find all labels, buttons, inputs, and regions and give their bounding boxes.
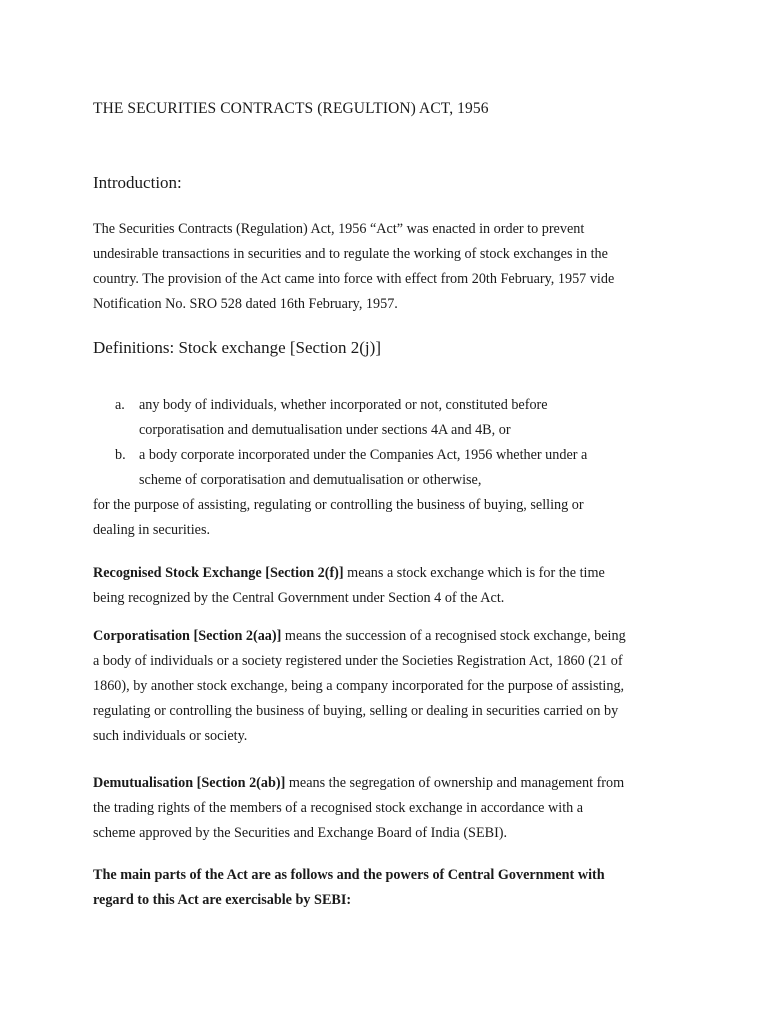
paragraph-line: regard to this Act are exercisable by SEBI: — [93, 892, 352, 908]
list-marker: b. — [115, 447, 126, 463]
introduction-heading: Introduction: — [93, 173, 182, 192]
definitions-purpose-paragraph — [93, 493, 683, 543]
recognised-stock-exchange-paragraph — [93, 561, 683, 611]
definitions-heading: Definitions: Stock exchange [Section 2(j)] — [93, 338, 381, 357]
paragraph-line: Notification No. SRO 528 dated 16th February, 1957. — [93, 296, 398, 312]
list-item-line: scheme of corporatisation and demutualisation or otherwise, — [139, 472, 482, 488]
list-marker: a. — [115, 397, 125, 413]
paragraph-line: dealing in securities. — [93, 522, 211, 538]
paragraph-line: for the purpose of assisting, regulating or controlling the business of buying, selling or — [93, 497, 584, 513]
paragraph-line: a body of individuals or a society registered under the Societies Registration Act, 1860 (21 of — [93, 653, 623, 669]
definition-text: means the succession of a recognised stock exchange, being — [281, 628, 626, 644]
paragraph-line: being recognized by the Central Government under Section 4 of the Act. — [93, 590, 505, 606]
definition-text: means a stock exchange which is for the time — [343, 565, 605, 581]
paragraph-line: such individuals or society. — [93, 728, 248, 744]
defined-term: Corporatisation [Section 2(aa)] — [93, 628, 282, 644]
paragraph-line: the trading rights of the members of a recognised stock exchange in accordance with a — [93, 800, 584, 816]
corporatisation-paragraph — [93, 624, 683, 749]
paragraph-line — [93, 771, 683, 796]
list-item-line: any body of individuals, whether incorporated or not, constituted before — [139, 397, 548, 413]
paragraph-line: The main parts of the Act are as follows and the powers of Central Government with — [93, 867, 605, 883]
main-parts-paragraph — [93, 863, 683, 913]
paragraph-line — [93, 561, 683, 586]
list-item — [93, 443, 683, 493]
definitions-list — [93, 393, 683, 493]
paragraph-line: regulating or controlling the business of buying, selling or dealing in securities carried on by — [93, 703, 619, 719]
list-item — [93, 393, 683, 443]
demutualisation-paragraph — [93, 771, 683, 846]
introduction-paragraph — [93, 217, 683, 317]
paragraph-line — [93, 624, 683, 649]
document-title: THE SECURITIES CONTRACTS (REGULTION) ACT, 1956 — [93, 100, 489, 117]
defined-term: Recognised Stock Exchange [Section 2(f)] — [93, 565, 344, 581]
paragraph-line: 1860), by another stock exchange, being a company incorporated for the purpose of assisting, — [93, 678, 625, 694]
paragraph-line: The Securities Contracts (Regulation) Act, 1956 “Act” was enacted in order to prevent — [93, 221, 585, 237]
paragraph-line: country. The provision of the Act came into force with effect from 20th February, 1957 vide — [93, 271, 615, 287]
defined-term: Demutualisation [Section 2(ab)] — [93, 775, 286, 791]
list-item-line: corporatisation and demutualisation under sections 4A and 4B, or — [139, 422, 511, 438]
paragraph-line: scheme approved by the Securities and Exchange Board of India (SEBI). — [93, 825, 508, 841]
list-item-line: a body corporate incorporated under the Companies Act, 1956 whether under a — [139, 447, 588, 463]
paragraph-line: undesirable transactions in securities and to regulate the working of stock exchanges in the — [93, 246, 608, 262]
definition-text: means the segregation of ownership and management from — [285, 775, 625, 791]
